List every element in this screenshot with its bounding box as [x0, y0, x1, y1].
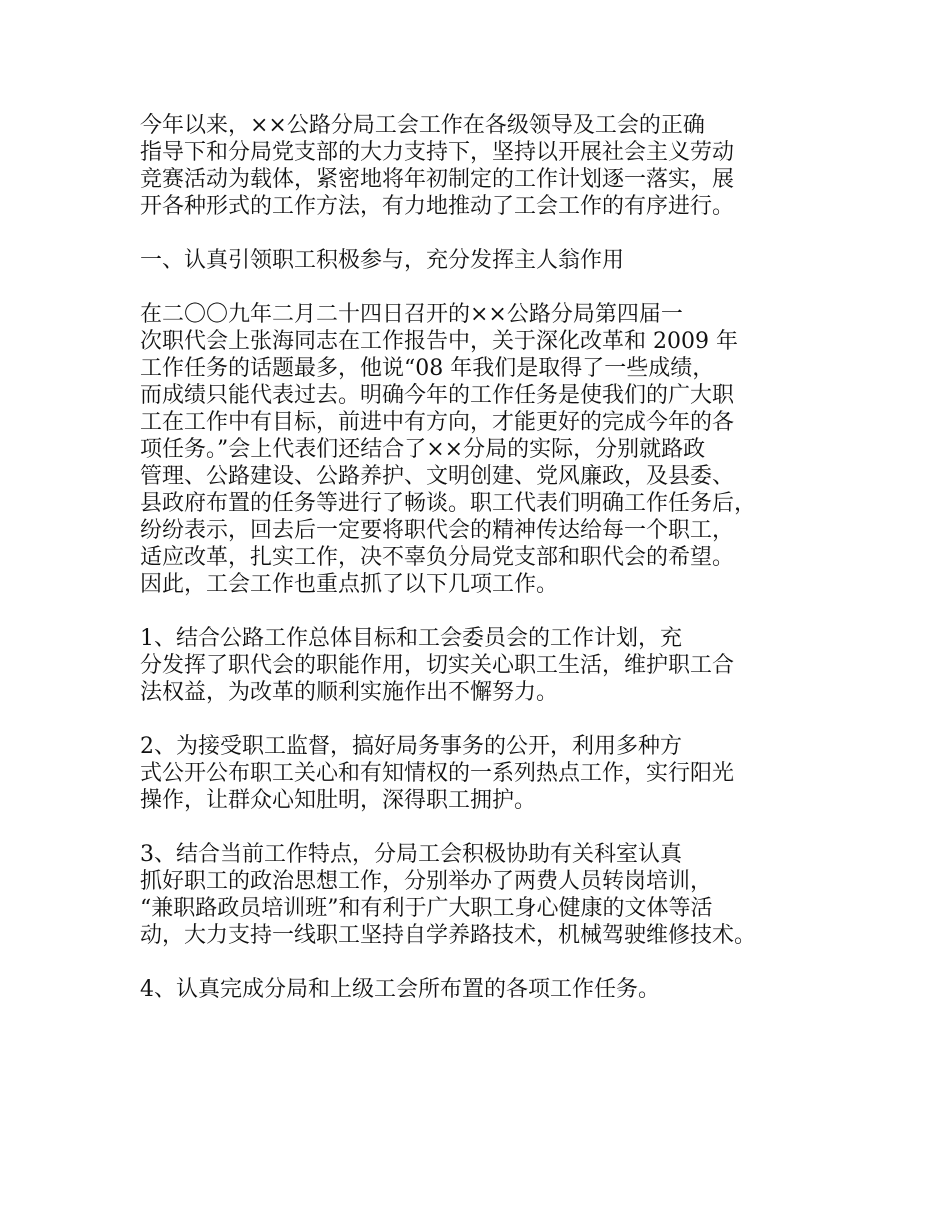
text-line: 工作任务的话题最多，他说“08 年我们是取得了一些成绩，: [140, 356, 715, 381]
text-line: 次职代会上张海同志在工作报告中，关于深化改革和 2009 年: [140, 329, 738, 354]
text-line: 纷纷表示，回去后一定要将职代会的精神传达给每一个职工，: [140, 518, 735, 543]
text-line: 4、认真完成分局和上级工会所布置的各项工作任务。: [140, 977, 660, 1002]
text-line: 开各种形式的工作方法，有力地推动了工会工作的有序进行。: [140, 194, 735, 219]
text-line: 而成绩只能代表过去。明确今年的工作任务是使我们的广大职: [140, 383, 735, 408]
text-line: 式公开公布职工关心和有知情权的一系列热点工作，实行阳光: [140, 761, 735, 786]
text-line: 在二〇〇九年二月二十四日召开的××公路分局第四届一: [140, 302, 683, 327]
text-line: 因此，工会工作也重点抓了以下几项工作。: [140, 572, 559, 597]
text-line: 县政府布置的任务等进行了畅谈。职工代表们明确工作任务后，: [140, 491, 757, 516]
text-line: 指导下和分局党支部的大力支持下，坚持以开展社会主义劳动: [140, 140, 735, 165]
text-line: 2、为接受职工监督，搞好局务事务的公开，利用多种方: [140, 734, 682, 759]
text-line: 适应改革，扎实工作，决不辜负分局党支部和职代会的希望。: [140, 545, 735, 570]
text-line: 1、结合公路工作总体目标和工会委员会的工作计划，充: [140, 626, 682, 651]
paragraph-gap: [140, 949, 830, 976]
text-line: 操作，让群众心知肚明，深得职工拥护。: [140, 788, 537, 813]
text-line: 项任务。”会上代表们还结合了××分局的实际，分别就路政: [140, 437, 706, 462]
text-line: 抓好职工的政治思想工作，分别举办了两费人员转岗培训，: [140, 869, 713, 894]
text-line: 法权益，为改革的顺利实施作出不懈努力。: [140, 680, 559, 705]
text-line: 今年以来，××公路分局工会工作在各级领导及工会的正确: [140, 113, 705, 138]
paragraph-gap: [140, 220, 830, 247]
text-line: 管理、公路建设、公路养护、文明创建、党风廉政，及县委、: [140, 464, 735, 489]
text-line: 3、结合当前工作特点，分局工会积极协助有关科室认真: [140, 842, 682, 867]
text-line: “兼职路政员培训班”和有利于广大职工身心健康的文体等活: [140, 896, 713, 921]
paragraph-gap: [140, 814, 830, 841]
paragraph-gap: [140, 706, 830, 733]
text-line: 竞赛活动为载体，紧密地将年初制定的工作计划逐一落实，展: [140, 167, 735, 192]
document-body: [140, 112, 830, 1003]
paragraph-gap: [140, 598, 830, 625]
paragraph-gap: [140, 274, 830, 301]
section-heading: 一、认真引领职工积极参与，充分发挥主人翁作用: [140, 248, 625, 273]
text-line: 动，大力支持一线职工坚持自学养路技术，机械驾驶维修技术。: [140, 923, 757, 948]
text-line: 分发挥了职代会的职能作用，切实关心职工生活，维护职工合: [140, 653, 735, 678]
text-line: 工在工作中有目标，前进中有方向，才能更好的完成今年的各: [140, 410, 735, 435]
